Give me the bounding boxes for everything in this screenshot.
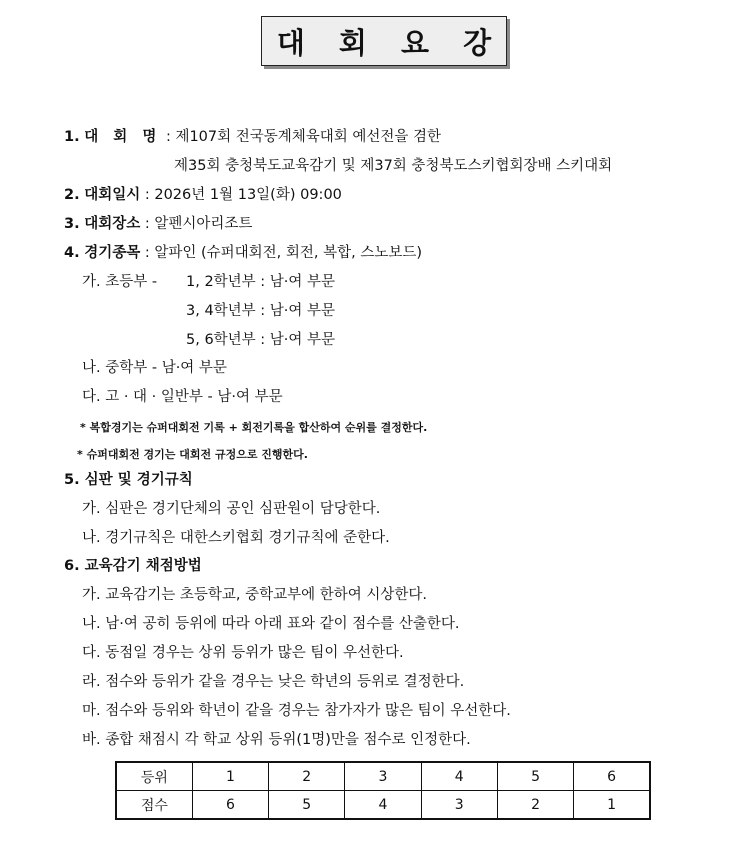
item-date <box>64 185 342 205</box>
item-name-line1: 제107회 전국동계체육대회 예선전을 겸한 <box>175 129 442 145</box>
rank-cell: 2 <box>269 762 345 791</box>
scoring-ra: 라. 점수와 등위가 같을 경우는 낮은 학년의 등위로 결정한다. <box>82 674 465 690</box>
score-cell: 6 <box>192 791 268 820</box>
item-date-value: 2026년 1월 13일(화) 09:00 <box>154 187 342 203</box>
events-ga <box>82 272 157 292</box>
item-date-label: 대회일시 <box>84 187 141 203</box>
scoring-ga: 가. 교육감기는 초등학교, 중학교부에 한하여 시상한다. <box>82 587 428 603</box>
score-cell: 4 <box>345 791 421 820</box>
score-cell: 1 <box>574 791 650 820</box>
item-name-line2: 제35회 충청북도교육감기 및 제37회 충청북도스키협회장배 스키대회 <box>174 158 613 174</box>
item-venue-value: 알펜시아리조트 <box>154 216 253 232</box>
events-da: 다. 고 · 대 · 일반부 - 남·여 부문 <box>82 389 283 405</box>
rank-header: 등위 <box>116 762 192 791</box>
events-na: 나. 중학부 - 남·여 부문 <box>82 360 227 376</box>
item-events-num: 4. <box>64 245 80 261</box>
judging-na: 나. 경기규칙은 대한스키협회 경기규칙에 준한다. <box>82 530 390 546</box>
item-name-sep: : <box>165 129 171 145</box>
rank-cell: 4 <box>421 762 497 791</box>
title-box <box>261 16 507 66</box>
score-table <box>115 761 651 820</box>
table-row-rank <box>116 762 650 791</box>
score-cell: 5 <box>269 791 345 820</box>
item-name-label: 대 회 명 <box>84 129 162 145</box>
item-events-label: 경기종목 <box>84 245 141 261</box>
events-ga-2: 3, 4학년부 : 남·여 부문 <box>186 303 336 319</box>
judging-ga: 가. 심판은 경기단체의 공인 심판원이 담당한다. <box>82 501 381 517</box>
events-ga-prefix: 가. 초등부 - <box>82 274 158 290</box>
score-cell: 3 <box>421 791 497 820</box>
events-ga-3: 5, 6학년부 : 남·여 부문 <box>186 332 336 348</box>
scoring-na: 나. 남·여 공히 등위에 따라 아래 표와 같이 점수를 산출한다. <box>82 616 460 632</box>
rank-cell: 3 <box>345 762 421 791</box>
item-venue-num: 3. <box>64 216 80 232</box>
item-date-sep: : <box>144 187 150 203</box>
rank-cell: 6 <box>574 762 650 791</box>
item-venue-sep: : <box>144 216 150 232</box>
item-date-num: 2. <box>64 187 80 203</box>
rank-cell: 1 <box>192 762 268 791</box>
events-note-2: * 슈퍼대회전 경기는 대회전 규정으로 진행한다. <box>77 448 308 461</box>
item-venue <box>64 214 252 234</box>
item-name <box>64 127 441 147</box>
score-cell: 2 <box>497 791 573 820</box>
scoring-ma: 마. 점수와 등위와 학년이 같을 경우는 참가자가 많은 팀이 우선한다. <box>82 703 511 719</box>
events-note-1: * 복합경기는 슈퍼대회전 기록 + 회전기록을 합산하여 순위를 결정한다. <box>80 421 428 434</box>
item-events <box>64 243 422 263</box>
events-ga-1: 1, 2학년부 : 남·여 부문 <box>186 274 336 290</box>
item-name-num: 1. <box>64 129 80 145</box>
rank-cell: 5 <box>497 762 573 791</box>
scoring-da: 다. 동점일 경우는 상위 등위가 많은 팀이 우선한다. <box>82 645 404 661</box>
scoring-ba: 바. 종합 채점시 각 학교 상위 등위(1명)만을 점수로 인정한다. <box>82 732 471 748</box>
item-venue-label: 대회장소 <box>84 216 141 232</box>
scoring-heading: 6. 교육감기 채점방법 <box>64 558 202 574</box>
table-row-score <box>116 791 650 820</box>
score-header: 점수 <box>116 791 192 820</box>
item-events-sep: : <box>144 245 150 261</box>
item-events-value: 알파인 (슈퍼대회전, 회전, 복합, 스노보드) <box>154 245 423 261</box>
page-title: 대 회 요 강 <box>276 25 504 60</box>
judging-heading: 5. 심판 및 경기규칙 <box>64 472 193 488</box>
